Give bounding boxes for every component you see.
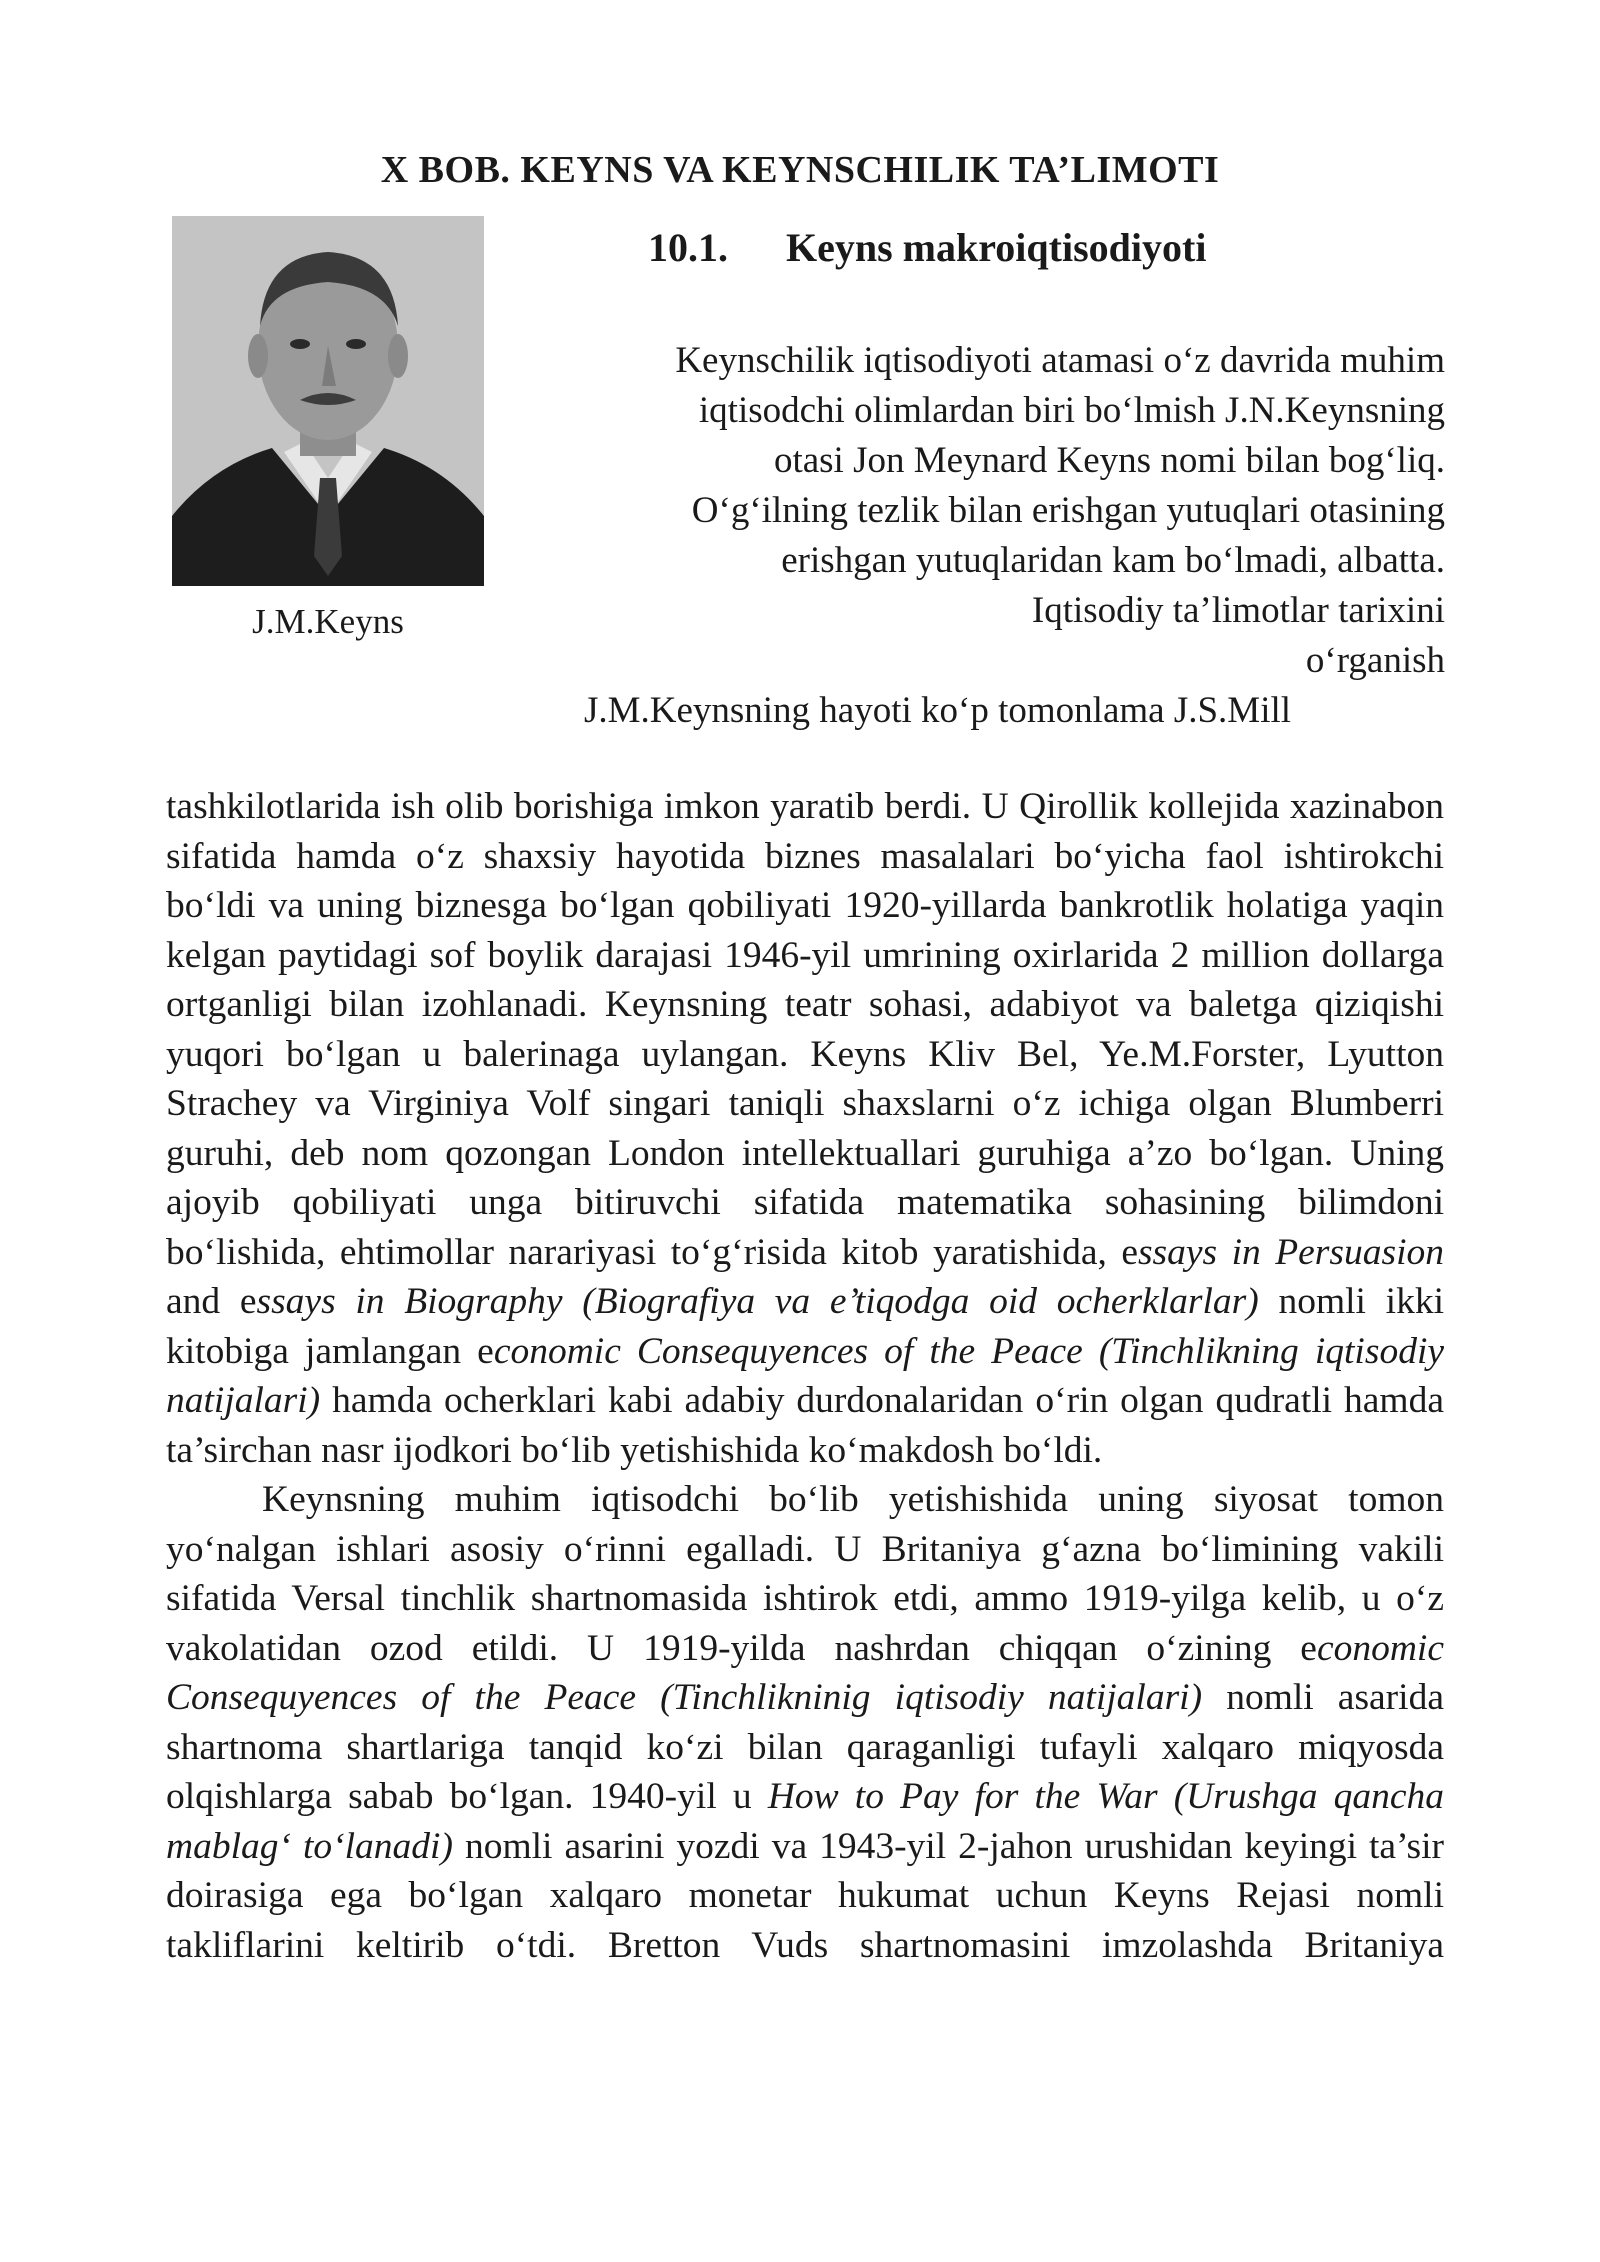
paragraph — [166, 1475, 1444, 1970]
paragraph-text: tashkilotlarida ish olib borishiga imkon yaratib berdi. U Qirollik kollejida xazinabon sifatida hamda o‘z shaxsiy hayotida biznes masalalari bo‘yicha faol ishtirokchi bo‘ldi va uning biznesga bo‘lgan qobiliyati 1920-yillarda bankrotlik holatiga yaqin kelgan paytidagi sof boylik darajasi 1946-yil umrining oxirlarida 2 million dollarga ortganligi bilan izohlanadi. Keynsning teatr sohasi, adabiyot va baletga qiziqishi yuqori bo‘lgan u balerinaga uylangan. Keyns Kliv Bel, Ye.M.Forster, Lyutton Strachey va Virginiya Volf singari taniqli shaxslarni o‘z ichiga olgan Blumberri guruhi, deb nom qozongan London intellektuallari guruhiga a’zo bo‘lgan. Uning ajoyib qobiliyati unga bitiruvchi sifatida matematika sohasining bilimdoni bo‘lishida, ehtimollar narariyasi to‘g‘risida kitob yaratishida, e — [166, 786, 1444, 1273]
intro-line: otasi Jon Meynard Keyns nomi bilan bog‘liq. — [773, 440, 1445, 481]
photo-caption: J.M.Keyns — [252, 602, 404, 641]
intro-line: Iqtisodiy ta’limotlar tarixini — [1031, 590, 1445, 631]
paragraph-text: Keynsning muhim iqtisodchi bo‘lib yetishishida uning siyosat tomon yo‘nalgan ishlari asosiy o‘rinni egalladi. U Britaniya g‘azna bo‘limining vakili sifatida Versal tinchlik shartnomasida ishtirok etdi, ammo 1919-yilga kelib, u o‘z vakolatidan ozod etildi. U 1919-yilda nashrdan chiqqan o‘zining e — [166, 1479, 1444, 1669]
book-title: conomic Consequyences of the Peace (Tinchlikninig iqtisodiy natijalari) — [166, 1627, 1444, 1718]
intro-line: iqtisodchi olimlardan biri bo‘lmish J.N.Keynsning — [698, 390, 1445, 431]
intro-line: J.M.Keynsning hayoti ko‘p tomonlama J.S.Mill — [583, 690, 1292, 731]
intro-line: O‘g‘ilning tezlik bilan erishgan yutuqlari otasining — [691, 490, 1445, 531]
paragraph — [166, 782, 1444, 1475]
section-title-text: Keyns makroiqtisodiyoti — [786, 225, 1207, 270]
book-title: How to Pay for the War (Urushga qancha mablag‘ to‘lanadi) — [166, 1776, 1444, 1867]
paragraph-text: nomli asarini yozdi va 1943-yil 2-jahon urushidan keyingi ta’sir doirasiga ega bo‘lgan xalqaro monetar hukumat uchun Keyns Rejasi nomli takliflarini keltirib o‘tdi. Bretton Vuds shartnomasini imzolashda Britaniya — [166, 1825, 1444, 1966]
portrait-illustration — [172, 216, 484, 586]
paragraph-text: hamda ocherklari kabi adabiy durdonalaridan o‘rin olgan qudratli hamda ta’sirchan nasr ijodkori bo‘lib yetishishida ko‘makdosh bo‘ldi. — [166, 1380, 1444, 1471]
intro-line: erishgan yutuqlaridan kam bo‘lmadi, albatta. — [781, 540, 1445, 581]
body-text — [166, 782, 1444, 1970]
book-title: conomic Consequyences of the Peace (Tinchlikning iqtisodiy natijalari) — [166, 1330, 1445, 1421]
section-number: 10.1. — [648, 225, 728, 270]
section-title — [648, 224, 1206, 271]
paragraph-text: nomli asarida shartnoma shartlariga tanqid ko‘zi bilan qaraganligi tufayli xalqaro miqyosda olqishlarga sabab bo‘lgan. 1940-yil u — [166, 1677, 1444, 1817]
book-title: ssays in Persuasion — [1137, 1231, 1444, 1273]
paragraph-text: nomli ikki kitobiga jamlangan e — [166, 1281, 1445, 1372]
book-title: ssays in Biography (Biografiya va e’tiqodga oid ocherklarlar) — [256, 1281, 1259, 1322]
intro-line: o‘rganish — [1305, 640, 1445, 681]
portrait-photo — [172, 216, 484, 586]
intro-line: Keynschilik iqtisodiyoti atamasi o‘z davrida muhim — [675, 340, 1445, 381]
chapter-title: X BOB. KEYNS VA KEYNSCHILIK TA’LIMOTI — [380, 149, 1220, 191]
paragraph-text: and e — [166, 1281, 257, 1322]
intro-text — [520, 336, 1445, 736]
